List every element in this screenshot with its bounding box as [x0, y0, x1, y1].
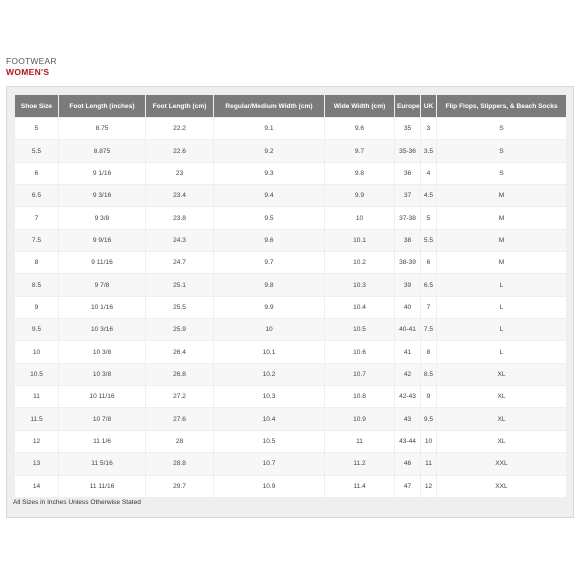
- table-cell: 9.8: [325, 162, 395, 184]
- table-cell: 4: [421, 162, 437, 184]
- table-cell: L: [437, 274, 567, 296]
- table-cell: 26.8: [146, 363, 214, 385]
- table-cell: 11.2: [325, 453, 395, 475]
- table-cell: 9.2: [214, 140, 325, 162]
- table-cell: S: [437, 140, 567, 162]
- table-cell: 27.6: [146, 408, 214, 430]
- table-cell: 10.6: [325, 341, 395, 363]
- table-cell: 9.3: [214, 162, 325, 184]
- subcategory-label: WOMEN'S: [6, 67, 50, 77]
- table-cell: 22.2: [146, 118, 214, 140]
- table-cell: 24.7: [146, 252, 214, 274]
- table-cell: 5: [421, 207, 437, 229]
- table-cell: 3.5: [421, 140, 437, 162]
- table-cell: 25.9: [146, 319, 214, 341]
- table-cell: 36: [395, 162, 421, 184]
- table-cell: 9.5: [15, 319, 59, 341]
- table-cell: 23: [146, 162, 214, 184]
- table-row: [15, 207, 567, 229]
- table-cell: L: [437, 319, 567, 341]
- table-cell: 10.7: [325, 363, 395, 385]
- table-cell: 38: [395, 229, 421, 251]
- table-cell: 8: [15, 252, 59, 274]
- table-cell: 10.3: [214, 386, 325, 408]
- table-cell: 10.2: [325, 252, 395, 274]
- table-cell: 9.9: [325, 185, 395, 207]
- table-row: [15, 341, 567, 363]
- table-cell: M: [437, 229, 567, 251]
- table-cell: 10: [421, 430, 437, 452]
- table-cell: 47: [395, 475, 421, 497]
- table-cell: 23.8: [146, 207, 214, 229]
- table-cell: 9 7/8: [59, 274, 146, 296]
- category-label: FOOTWEAR: [6, 56, 57, 66]
- table-cell: 25.5: [146, 296, 214, 318]
- table-cell: 9.6: [214, 229, 325, 251]
- table-cell: 23.4: [146, 185, 214, 207]
- table-cell: 10.5: [214, 430, 325, 452]
- table-cell: 35: [395, 118, 421, 140]
- table-cell: 28: [146, 430, 214, 452]
- table-cell: 9 9/16: [59, 229, 146, 251]
- table-cell: 10 1/16: [59, 296, 146, 318]
- table-cell: 9.4: [214, 185, 325, 207]
- table-body: [15, 118, 567, 498]
- table-row: [15, 296, 567, 318]
- table-cell: 11.4: [325, 475, 395, 497]
- table-cell: 9: [421, 386, 437, 408]
- table-cell: 7: [421, 296, 437, 318]
- table-cell: XXL: [437, 475, 567, 497]
- table-cell: 10: [15, 341, 59, 363]
- table-cell: 11 11/16: [59, 475, 146, 497]
- table-cell: XXL: [437, 453, 567, 475]
- table-cell: 6.5: [421, 274, 437, 296]
- table-row: [15, 140, 567, 162]
- size-chart-panel: [6, 86, 574, 518]
- table-cell: 11.5: [15, 408, 59, 430]
- table-row: [15, 363, 567, 385]
- table-cell: 11 5/16: [59, 453, 146, 475]
- table-cell: 40-41: [395, 319, 421, 341]
- table-cell: L: [437, 296, 567, 318]
- table-cell: 10.3: [325, 274, 395, 296]
- table-cell: 10: [325, 207, 395, 229]
- table-cell: 35-36: [395, 140, 421, 162]
- table-cell: 41: [395, 341, 421, 363]
- table-header-row: [15, 95, 567, 118]
- table-cell: XL: [437, 430, 567, 452]
- table-row: [15, 252, 567, 274]
- table-row: [15, 162, 567, 184]
- table-row: [15, 430, 567, 452]
- table-cell: 6.5: [15, 185, 59, 207]
- table-cell: 10.7: [214, 453, 325, 475]
- table-cell: 38-39: [395, 252, 421, 274]
- table-cell: 9.5: [214, 207, 325, 229]
- table-cell: 10 7/8: [59, 408, 146, 430]
- table-cell: 10 3/8: [59, 341, 146, 363]
- table-cell: 9 3/16: [59, 185, 146, 207]
- table-cell: 10.8: [325, 386, 395, 408]
- table-cell: 10.2: [214, 363, 325, 385]
- table-cell: 14: [15, 475, 59, 497]
- table-cell: 39: [395, 274, 421, 296]
- table-cell: 9.8: [214, 274, 325, 296]
- table-row: [15, 229, 567, 251]
- table-cell: XL: [437, 408, 567, 430]
- table-cell: 5: [15, 118, 59, 140]
- table-cell: 10: [214, 319, 325, 341]
- table-cell: 9 1/16: [59, 162, 146, 184]
- table-cell: 8.75: [59, 118, 146, 140]
- table-cell: 37-38: [395, 207, 421, 229]
- table-cell: 9.9: [214, 296, 325, 318]
- table-cell: 10.5: [325, 319, 395, 341]
- table-cell: 6: [421, 252, 437, 274]
- table-cell: 10 3/8: [59, 363, 146, 385]
- table-cell: 29.7: [146, 475, 214, 497]
- table-cell: 22.6: [146, 140, 214, 162]
- table-cell: 12: [421, 475, 437, 497]
- table-cell: 10.1: [214, 341, 325, 363]
- table-cell: XL: [437, 363, 567, 385]
- table-row: [15, 185, 567, 207]
- table-cell: 37: [395, 185, 421, 207]
- table-cell: 11 1/6: [59, 430, 146, 452]
- table-cell: 46: [395, 453, 421, 475]
- table-cell: 9 3/8: [59, 207, 146, 229]
- page-heading: [6, 56, 57, 78]
- column-header: Wide Width (cm): [325, 95, 395, 118]
- table-cell: 10.1: [325, 229, 395, 251]
- table-row: [15, 274, 567, 296]
- table-cell: 9.1: [214, 118, 325, 140]
- table-cell: 9 11/16: [59, 252, 146, 274]
- table-row: [15, 408, 567, 430]
- table-cell: 8: [421, 341, 437, 363]
- column-header: Foot Length (inches): [59, 95, 146, 118]
- table-cell: 28.8: [146, 453, 214, 475]
- table-cell: 10 11/16: [59, 386, 146, 408]
- table-cell: 24.3: [146, 229, 214, 251]
- table-cell: 6: [15, 162, 59, 184]
- table-cell: 8.875: [59, 140, 146, 162]
- table-cell: 7.5: [421, 319, 437, 341]
- table-cell: 9: [15, 296, 59, 318]
- table-cell: 9.7: [325, 140, 395, 162]
- table-cell: 10 3/16: [59, 319, 146, 341]
- table-cell: 8.5: [15, 274, 59, 296]
- table-cell: 7: [15, 207, 59, 229]
- table-cell: L: [437, 341, 567, 363]
- table-row: [15, 118, 567, 140]
- table-cell: 10.9: [214, 475, 325, 497]
- table-cell: 7.5: [15, 229, 59, 251]
- table-cell: 10.9: [325, 408, 395, 430]
- table-cell: 40: [395, 296, 421, 318]
- table-cell: 10.4: [214, 408, 325, 430]
- table-cell: M: [437, 207, 567, 229]
- table-cell: 42-43: [395, 386, 421, 408]
- table-cell: 9.7: [214, 252, 325, 274]
- table-cell: 11: [15, 386, 59, 408]
- size-chart-table: [14, 94, 567, 498]
- table-cell: 4.5: [421, 185, 437, 207]
- table-cell: 9.6: [325, 118, 395, 140]
- table-cell: M: [437, 185, 567, 207]
- table-cell: 5.5: [15, 140, 59, 162]
- column-header: UK: [421, 95, 437, 118]
- table-cell: 43: [395, 408, 421, 430]
- column-header: Foot Length (cm): [146, 95, 214, 118]
- column-header: Flip Flops, Slippers, & Beach Socks: [437, 95, 567, 118]
- table-cell: 11: [325, 430, 395, 452]
- table-cell: 25.1: [146, 274, 214, 296]
- column-header: Shoe Size: [15, 95, 59, 118]
- table-cell: 27.2: [146, 386, 214, 408]
- table-cell: 10.5: [15, 363, 59, 385]
- table-cell: 3: [421, 118, 437, 140]
- table-row: [15, 453, 567, 475]
- table-cell: 43-44: [395, 430, 421, 452]
- column-header: Europe: [395, 95, 421, 118]
- table-row: [15, 475, 567, 497]
- table-cell: 8.5: [421, 363, 437, 385]
- footnote: All Sizes in Inches Unless Otherwise Stated: [13, 499, 141, 506]
- table-cell: 10.4: [325, 296, 395, 318]
- table-cell: S: [437, 162, 567, 184]
- table-row: [15, 319, 567, 341]
- table-cell: 12: [15, 430, 59, 452]
- table-cell: M: [437, 252, 567, 274]
- table-cell: 42: [395, 363, 421, 385]
- table-cell: 13: [15, 453, 59, 475]
- table-cell: 5.5: [421, 229, 437, 251]
- table-row: [15, 386, 567, 408]
- table-cell: S: [437, 118, 567, 140]
- table-cell: 9.5: [421, 408, 437, 430]
- table-cell: 11: [421, 453, 437, 475]
- column-header: Regular/Medium Width (cm): [214, 95, 325, 118]
- table-cell: 26.4: [146, 341, 214, 363]
- table-cell: XL: [437, 386, 567, 408]
